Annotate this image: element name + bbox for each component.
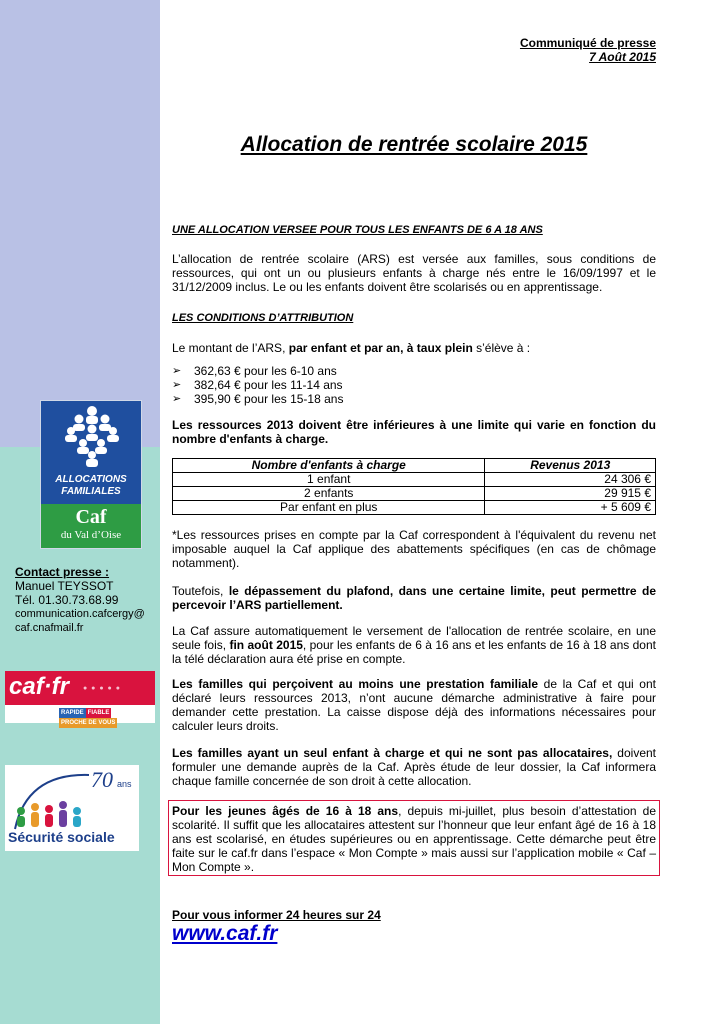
contact-email-line1: communication.cafcergy@ bbox=[15, 608, 145, 620]
caf-val-doise-logo bbox=[40, 400, 142, 549]
partial-ars-a: Toutefois, bbox=[172, 584, 229, 598]
youth-16-18-notice-box bbox=[168, 800, 660, 876]
caf-logo-line2: FAMILIALES bbox=[61, 486, 121, 497]
section-heading-eligibility: UNE ALLOCATION VERSEE POUR TOUS LES ENFANTS DE 6 A 18 ANS bbox=[172, 224, 543, 236]
family-figures-icon bbox=[59, 405, 125, 473]
page-title: Allocation de rentrée scolaire 2015 bbox=[240, 133, 588, 156]
section-heading-conditions: LES CONDITIONS D’ATTRIBUTION bbox=[172, 312, 354, 324]
youth-notice-text: , depuis mi-juillet, plus besoin d’attestation de scolarité. Il suffit que les allocataires attestent sur l’honneur que leur enfant âgé de 16 à 18 ans est scolarisé, en études supérieures ou en apprentissage. Cette démarche peut être faite sur le caf.fr dans l’espace « Mon Compte » mais aussi sur l’application mobile « Caf – Mon Compte ». bbox=[172, 804, 656, 874]
amount-6-10: 362,63 € pour les 6-10 ans bbox=[194, 364, 337, 378]
amounts-list bbox=[172, 364, 343, 406]
single-child-b: doivent formuler une demande auprès de la Caf. Après étude de leur dossier, la Caf informera chaque famille concernée de son droit à cette allocation. bbox=[172, 746, 656, 788]
table-row bbox=[173, 487, 656, 501]
table-cell: 1 enfant bbox=[173, 473, 485, 487]
arrow-bullet-icon: ➢ bbox=[172, 379, 182, 391]
table-cell: Par enfant en plus bbox=[173, 501, 485, 515]
caf-fr-tags bbox=[59, 708, 155, 728]
paragraph-amount-intro bbox=[172, 341, 656, 355]
contact-name: Manuel TEYSSOT bbox=[15, 579, 114, 593]
caf-fr-dots-icon: ● ● ● ● ● bbox=[83, 685, 121, 692]
contact-phone: Tél. 01.30.73.68.99 bbox=[15, 593, 119, 607]
paragraph-partial-ars bbox=[172, 584, 656, 612]
list-item bbox=[172, 392, 343, 406]
payment-a: La Caf assure automatiquement le versement de l'allocation de rentrée scolaire, en une seule fois, bbox=[172, 624, 656, 652]
table-row bbox=[173, 501, 656, 515]
paragraph-resources-note: Les ressources 2013 doivent être inférieures à une limite qui varie en fonction du nombre d'enfants à charge. bbox=[172, 418, 656, 446]
table-cell: 24 306 € bbox=[485, 473, 656, 487]
paragraph-ars-intro: L’allocation de rentrée scolaire (ARS) est versée aux familles, sous conditions de ressources, qui ont un ou plusieurs enfants à charge nés entre le 16/09/1997 et le 31/12/2009 inclus. Le ou les enfants doivent être scolarisés ou en apprentissage. bbox=[172, 252, 656, 294]
caf-logo-name: Caf bbox=[75, 506, 107, 528]
list-item bbox=[172, 378, 343, 392]
secu-label: Sécurité sociale bbox=[8, 829, 115, 845]
people-figures-icon bbox=[7, 769, 97, 831]
table-row bbox=[173, 473, 656, 487]
amount-11-14: 382,64 € pour les 11-14 ans bbox=[194, 378, 343, 392]
caf-logo-city: du Val d’Oise bbox=[60, 529, 122, 541]
secu-70-number: 70 bbox=[91, 767, 113, 792]
beneficiary-b: de la Caf et qui ont déclaré leurs ressources 2013, n’ont aucune démarche administrative à faire pour demander cette prestation. La caisse dispose déjà des informations nécessaires pour calculer leurs droits. bbox=[172, 677, 656, 733]
caf-fr-tag-fiable: FIABLE bbox=[87, 710, 110, 716]
table-cell: 29 915 € bbox=[485, 487, 656, 501]
paragraph-resources-detail: *Les ressources prises en compte par la Caf correspondent à l'équivalent du revenu net imposable auquel la Caf applique des abattements spécifiques (en cas de chômage notamment). bbox=[172, 528, 656, 570]
column-header-children: Nombre d'enfants à charge bbox=[173, 459, 485, 473]
caf-fr-logo bbox=[5, 671, 155, 726]
partial-ars-bold: le dépassement du plafond, dans une certaine limite, peut permettre de percevoir l’ARS partiellement. bbox=[172, 584, 656, 612]
secu-ans-label: ans bbox=[117, 779, 132, 789]
amount-intro-c: s’élève à : bbox=[472, 341, 531, 355]
contact-email-line2: caf.cnafmail.fr bbox=[15, 622, 84, 634]
amount-intro-bold: par enfant et par an, à taux plein bbox=[288, 341, 473, 355]
caf-fr-tag-proche: PROCHE DE VOUS bbox=[61, 720, 116, 726]
paragraph-automatic-payment bbox=[172, 624, 656, 666]
table-header-row bbox=[173, 459, 656, 473]
table-cell: 2 enfants bbox=[173, 487, 485, 501]
caf-logo-line1: ALLOCATIONS bbox=[55, 474, 127, 485]
arrow-bullet-icon: ➢ bbox=[172, 393, 182, 405]
table-cell: + 5 609 € bbox=[485, 501, 656, 515]
contact-title: Contact presse : bbox=[15, 565, 110, 579]
caf-fr-tag-rapide: RAPIDE bbox=[61, 710, 84, 716]
caf-fr-logo-word: caf·fr bbox=[9, 673, 70, 700]
paragraph-beneficiary-families bbox=[172, 677, 656, 733]
caf-website-link[interactable]: www.caf.fr bbox=[172, 922, 278, 945]
sidebar-top-band bbox=[0, 0, 160, 447]
doc-type-label: Communiqué de presse bbox=[519, 36, 656, 50]
youth-notice-bold: Pour les jeunes âgés de 16 à 18 ans bbox=[172, 804, 399, 818]
release-date: 7 Août 2015 bbox=[589, 50, 656, 64]
amount-intro-a: Le montant de l’ARS, bbox=[172, 341, 289, 355]
list-item bbox=[172, 364, 343, 378]
arrow-bullet-icon: ➢ bbox=[172, 365, 182, 377]
securite-sociale-70-ans-logo bbox=[5, 765, 139, 851]
single-child-bold: Les familles ayant un seul enfant à charge et qui ne sont pas allocataires, bbox=[172, 746, 613, 760]
paragraph-single-child-families bbox=[172, 746, 656, 788]
press-contact bbox=[15, 565, 155, 635]
amount-15-18: 395,90 € pour les 15-18 ans bbox=[194, 392, 344, 406]
info-24h-label: Pour vous informer 24 heures sur 24 bbox=[172, 908, 381, 922]
payment-c: , pour les enfants de 6 à 16 ans et les enfants de 16 à 18 ans dont la télé déclaration aura été prise en compte. bbox=[172, 638, 656, 666]
beneficiary-bold: Les familles qui perçoivent au moins une prestation familiale bbox=[172, 677, 538, 691]
income-limits-table bbox=[172, 458, 656, 515]
column-header-income: Revenus 2013 bbox=[485, 459, 656, 473]
payment-date-bold: fin août 2015 bbox=[229, 638, 303, 652]
